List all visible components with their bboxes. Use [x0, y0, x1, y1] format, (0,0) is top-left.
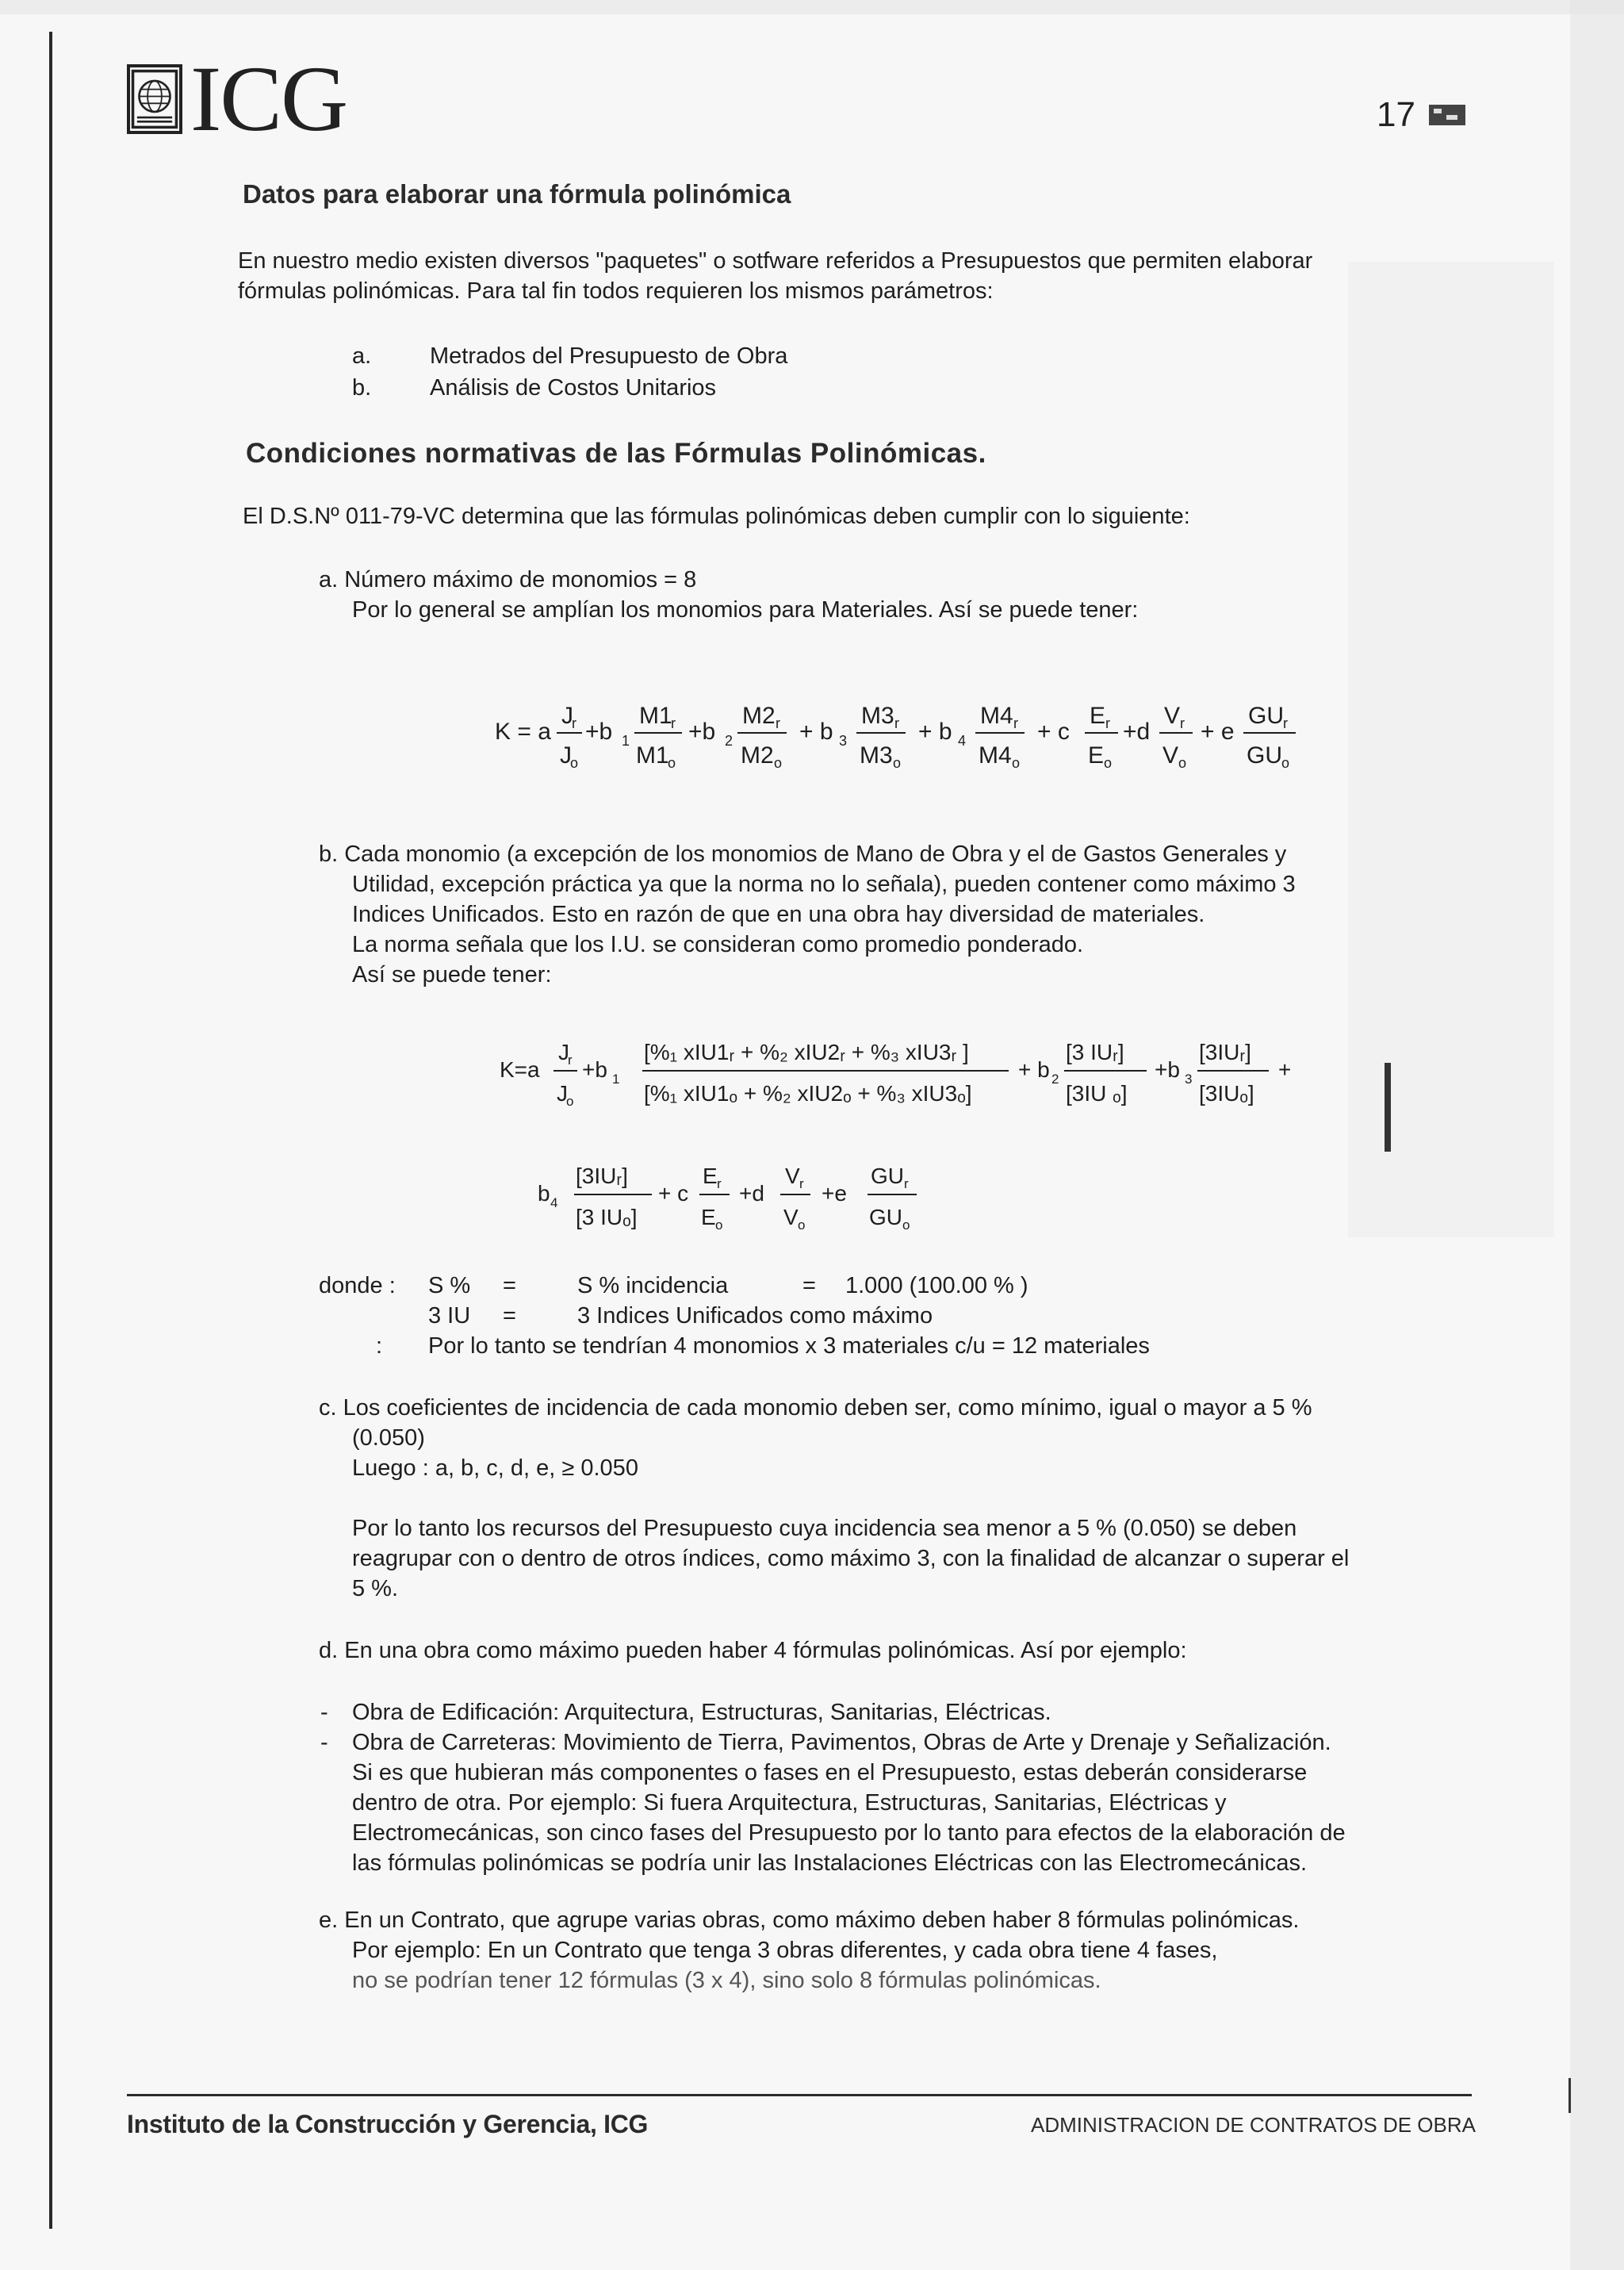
condition-a-line-2: Por lo general se amplían los monomios para Materiales. Así se puede tener: [352, 597, 1139, 623]
donde-description: 3 Indices Unificados como máximo [577, 1303, 933, 1329]
page-mark-icon [1427, 102, 1467, 128]
svg-text:r: r [776, 715, 780, 731]
svg-text:+: + [1278, 1057, 1292, 1082]
svg-text:[3 IUᵣ]: [3 IUᵣ] [1066, 1040, 1124, 1064]
intro-line-2: fórmulas polinómicas. Para tal fin todos requieren los mismos parámetros: [238, 278, 994, 304]
formula-lhs: K = a [495, 719, 551, 745]
svg-text:o: o [798, 1217, 806, 1233]
svg-text:M1: M1 [639, 703, 672, 729]
svg-text:M2: M2 [742, 703, 776, 729]
svg-text:E: E [1090, 703, 1106, 729]
formula-num: J [561, 703, 573, 729]
section-title-datos: Datos para elaborar una fórmula polinómica [243, 179, 791, 209]
svg-text:+e: +e [822, 1181, 847, 1206]
svg-text:4: 4 [958, 733, 967, 749]
svg-text:[3IUᵣ]: [3IUᵣ] [576, 1164, 628, 1188]
condition-c-para-2: reagrupar con o dentro de otros índices, como máximo 3, con la finalidad de alcanzar o superar el [352, 1546, 1350, 1571]
donde-equals: = [503, 1273, 516, 1298]
section-title-condiciones: Condiciones normativas de las Fórmulas Polinómicas. [246, 438, 986, 469]
norm-intro: El D.S.Nº 011-79-VC determina que las fórmulas polinómicas deben cumplir con lo siguiente: [243, 504, 1190, 529]
svg-text:r: r [1180, 715, 1185, 731]
condition-b-line-5: Así se puede tener: [352, 962, 552, 987]
svg-text:M3: M3 [860, 742, 893, 769]
svg-text:o: o [715, 1217, 723, 1233]
svg-text:r: r [1283, 715, 1288, 731]
svg-text:3: 3 [1185, 1072, 1193, 1087]
bullet-line: Obra de Carreteras: Movimiento de Tierra, Pavimentos, Obras de Arte y Drenaje y Señalización. [352, 1730, 1331, 1755]
scan-shadow-right [1570, 0, 1624, 2270]
svg-text:r: r [568, 1053, 573, 1068]
svg-text:M2: M2 [741, 742, 774, 769]
svg-text:K=a: K=a [500, 1057, 540, 1082]
svg-text:GU: GU [869, 1205, 902, 1229]
svg-text:o: o [774, 755, 783, 771]
list-item: Metrados del Presupuesto de Obra [430, 343, 788, 369]
svg-text:4: 4 [550, 1195, 558, 1210]
svg-text:+ c: + c [658, 1181, 689, 1206]
svg-text:[3 IUₒ]: [3 IUₒ] [576, 1205, 638, 1229]
globe-icon [127, 64, 182, 134]
bullet-marker: - [320, 1730, 328, 1755]
svg-text:V: V [783, 1205, 799, 1229]
svg-text:b: b [538, 1181, 550, 1206]
svg-text:[%₁ xIU1ₒ + %₂ xIU2ₒ + %₃ xIU3: [%₁ xIU1ₒ + %₂ xIU2ₒ + %₃ xIU3ₒ] [644, 1081, 972, 1106]
formula-k-indices [492, 1028, 1300, 1123]
footer-course: ADMINISTRACION DE CONTRATOS DE OBRA [1031, 2113, 1476, 2137]
svg-text:M1: M1 [636, 742, 669, 769]
bullet-marker: - [320, 1700, 328, 1725]
donde-value: 1.000 (100.00 % ) [845, 1273, 1028, 1298]
list-item-marker: b. [352, 375, 372, 401]
page-number: 17 [1377, 95, 1415, 134]
svg-text:GU: GU [1248, 703, 1284, 729]
svg-text:E: E [1088, 742, 1105, 769]
svg-text:r: r [1013, 715, 1018, 731]
svg-text:o: o [1104, 755, 1113, 771]
intro-line-1: En nuestro medio existen diversos "paquetes" o sotfware referidos a Presupuestos que permiten elaborar [238, 248, 1313, 274]
svg-text:+b: +b [582, 1057, 607, 1082]
donde-equals: = [503, 1303, 516, 1329]
svg-text:M4: M4 [980, 703, 1013, 729]
donde-note: Por lo tanto se tendrían 4 monomios x 3 materiales c/u = 12 materiales [428, 1333, 1150, 1359]
svg-text:+ b: + b [1018, 1057, 1050, 1082]
margin-rule [49, 32, 52, 2229]
svg-text:[%₁ xIU1ᵣ + %₂ xIU2ᵣ + %₃ xIU3: [%₁ xIU1ᵣ + %₂ xIU2ᵣ + %₃ xIU3ᵣ ] [644, 1040, 969, 1064]
svg-text:[3IUₒ]: [3IUₒ] [1199, 1081, 1254, 1106]
svg-text:r: r [1105, 715, 1110, 731]
svg-text:+d: +d [739, 1181, 764, 1206]
svg-text:V: V [785, 1164, 800, 1188]
svg-text:o: o [570, 755, 579, 771]
condition-e-line-3: no se podrían tener 12 fórmulas (3 x 4), sino solo 8 fórmulas polinómicas. [352, 1968, 1101, 1993]
svg-text:+d: +d [1123, 719, 1151, 745]
svg-text:V: V [1162, 742, 1179, 769]
condition-b-line-3: Indices Unificados. Esto en razón de que en una obra hay diversidad de materiales. [352, 902, 1205, 927]
condition-e-line-1: e. En un Contrato, que agrupe varias obras, como máximo deben haber 8 fórmulas polinómicas. [319, 1908, 1300, 1933]
svg-text:2: 2 [725, 733, 733, 749]
condition-c-para-3: 5 %. [352, 1576, 399, 1601]
svg-text:J: J [558, 1040, 569, 1064]
formula-k-materials [492, 692, 1316, 779]
svg-text:o: o [1178, 755, 1187, 771]
condition-b-line-1: b. Cada monomio (a excepción de los monomios de Mano de Obra y el de Gastos Generales y [319, 842, 1287, 867]
svg-text:+ b: + b [799, 719, 833, 745]
condition-c-line-2: (0.050) [352, 1425, 425, 1451]
svg-text:J: J [557, 1081, 568, 1106]
svg-text:1: 1 [612, 1072, 620, 1087]
svg-text:E: E [703, 1164, 718, 1188]
list-item-marker: a. [352, 343, 372, 369]
svg-text:+ c: + c [1037, 719, 1070, 745]
donde-symbol: S % [428, 1273, 471, 1298]
bullet-line: Obra de Edificación: Arquitectura, Estructuras, Sanitarias, Eléctricas. [352, 1700, 1051, 1725]
svg-text:r: r [894, 715, 899, 731]
svg-text:1: 1 [622, 733, 630, 749]
svg-text:r: r [717, 1176, 722, 1191]
condition-b-line-2: Utilidad, excepción práctica ya que la norma no lo señala), pueden contener como máximo 3 [352, 872, 1296, 897]
svg-text:+ b: + b [918, 719, 952, 745]
svg-text:r: r [904, 1176, 909, 1191]
condition-d-line: d. En una obra como máximo pueden haber 4 fórmulas polinómicas. Así por ejemplo: [319, 1638, 1187, 1663]
svg-text:+ e: + e [1201, 719, 1235, 745]
scan-shadow-top [0, 0, 1624, 14]
donde-label: donde : [319, 1273, 396, 1298]
bullet-line: Si es que hubieran más componentes o fases en el Presupuesto, estas deberán considerarse [352, 1760, 1308, 1785]
scan-mark [1385, 1063, 1391, 1152]
svg-text:M3: M3 [861, 703, 894, 729]
scan-shadow [1348, 262, 1554, 1237]
svg-text:r: r [799, 1176, 804, 1191]
svg-text:+b: +b [1155, 1057, 1180, 1082]
condition-a-line-1: a. Número máximo de monomios = 8 [319, 567, 697, 592]
footer-institute: Instituto de la Construcción y Gerencia, ICG [127, 2110, 649, 2138]
svg-text:o: o [893, 755, 902, 771]
svg-text:3: 3 [839, 733, 848, 749]
svg-text:o: o [902, 1217, 910, 1233]
condition-b-line-4: La norma señala que los I.U. se consideran como promedio ponderado. [352, 932, 1084, 957]
bullet-line: dentro de otra. Por ejemplo: Si fuera Arquitectura, Estructuras, Sanitarias, Eléctricas y [352, 1790, 1227, 1816]
condition-c-line-1: c. Los coeficientes de incidencia de cada monomio deben ser, como mínimo, igual o mayor a 5 % [319, 1395, 1312, 1421]
svg-text:GU: GU [871, 1164, 904, 1188]
donde-description: S % incidencia [577, 1273, 729, 1298]
svg-text:V: V [1164, 703, 1181, 729]
svg-text:[3IUᵣ]: [3IUᵣ] [1199, 1040, 1251, 1064]
svg-text:o: o [1012, 755, 1021, 771]
svg-text:+b: +b [688, 719, 716, 745]
formula-den: J [560, 742, 572, 769]
logo-text: ICG [190, 47, 347, 151]
svg-text:r: r [572, 715, 576, 731]
bullet-line: Electromecánicas, son cinco fases del Presupuesto por lo tanto para efectos de la elaboración de [352, 1820, 1346, 1846]
condition-c-para-1: Por lo tanto los recursos del Presupuesto cuya incidencia sea menor a 5 % (0.050) se deben [352, 1516, 1297, 1541]
footer-rule [127, 2094, 1472, 2096]
svg-text:M4: M4 [979, 742, 1012, 769]
svg-text:[3IU ₒ]: [3IU ₒ] [1066, 1081, 1128, 1106]
svg-text:+b: +b [585, 719, 613, 745]
formula-k-continuation [531, 1152, 944, 1247]
bullet-line: las fórmulas polinómicas se podría unir las Instalaciones Eléctricas con las Electromecánicas. [352, 1850, 1308, 1876]
svg-text:r: r [671, 715, 676, 731]
svg-text:GU: GU [1247, 742, 1282, 769]
donde-equals-2: = [802, 1273, 816, 1298]
svg-text:o: o [1281, 755, 1290, 771]
condition-e-line-2: Por ejemplo: En un Contrato que tenga 3 obras diferentes, y cada obra tiene 4 fases, [352, 1938, 1218, 1963]
donde-note-mark: : [376, 1333, 383, 1359]
list-item: Análisis de Costos Unitarios [430, 375, 717, 401]
svg-text:o: o [668, 755, 676, 771]
condition-c-line-3: Luego : a, b, c, d, e, ≥ 0.050 [352, 1455, 638, 1481]
icg-logo [127, 47, 347, 151]
svg-text:2: 2 [1051, 1072, 1059, 1087]
donde-symbol: 3 IU [428, 1303, 471, 1329]
scan-tick [1568, 2078, 1571, 2113]
svg-text:o: o [566, 1094, 574, 1109]
svg-text:E: E [701, 1205, 716, 1229]
